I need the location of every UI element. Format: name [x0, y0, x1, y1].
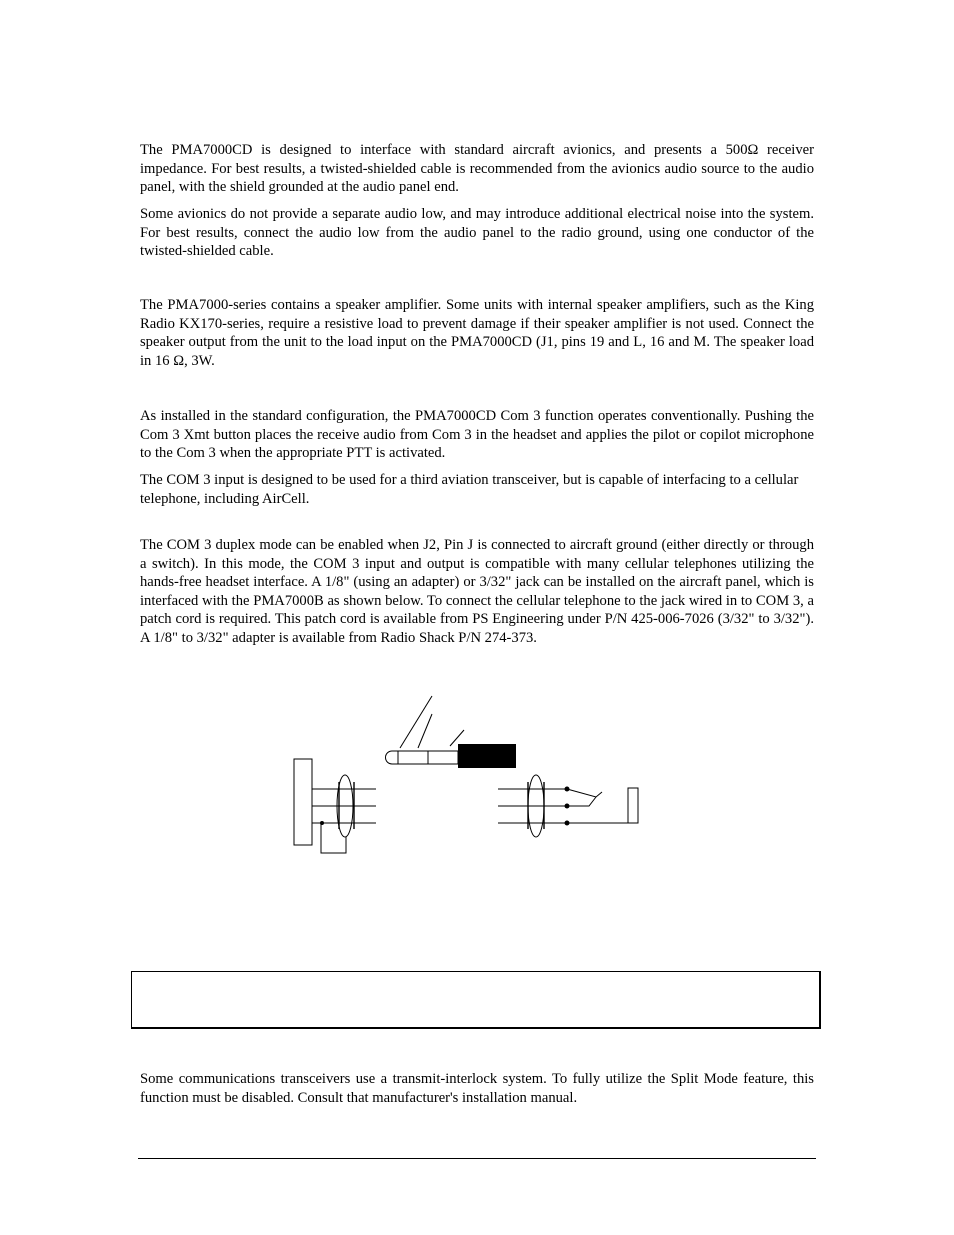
paragraph-receiver-impedance: The PMA7000CD is designed to interface with standard aircraft avionics, and presents a 500Ω receiver impedance. For best results, a twisted-shielded cable is recommended from the avionics audio source to the audio panel, with the shield grounded at the audio panel end. — [140, 142, 814, 195]
plug-tip — [386, 751, 399, 764]
paragraph-transmit-interlock: Some communications transceivers use a transmit-interlock system. To fully utilize the Split Mode feature, this function must be disabled. Consult that manufacturer's installation manual. — [140, 1071, 814, 1106]
jack-body — [628, 788, 638, 823]
paragraph-com3-cellular: The COM 3 input is designed to be used for a third aviation transceiver, but is capable of interfacing to a cellular telephone, including AirCell. — [140, 472, 799, 507]
paragraph-duplex-mode: The COM 3 duplex mode can be enabled when J2, Pin J is connected to aircraft ground (either directly or through a switch). In this mode, the COM 3 input and output is compatible with many cellular telephones utilizing the hands-free headset interface. A 1/8" (using an adapter) or 3/32" jack can be installed on the aircraft panel, which is interfaced with the PMA7000B as shown below. To connect the cellular telephone to the jack wired in to COM 3, a patch cord is required. This patch cord is available from PS Engineering under P/N 425-006-7026 (3/32" to 3/32"). A 1/8" to 3/32" adapter is available from Radio Shack P/N 274-373. — [140, 537, 814, 646]
paragraph-speaker-amplifier: The PMA7000-series contains a speaker amplifier. Some units with internal speaker amplifiers, such as the King Radio KX170-series, require a resistive load to prevent damage if their speaker amplifier is not used. Connect the speaker output from the unit to the load input on the PMA7000CD (J1, pins 19 and L, 16 and M. The speaker load in 16 Ω, 3W. — [140, 297, 814, 369]
connector-block — [294, 759, 312, 845]
paragraph-com3-function: As installed in the standard configuration, the PMA7000CD Com 3 function operates conventionally. Pushing the Com 3 Xmt button places the receive audio from Com 3 in the headset and applies the pilot or copilot microphone to the Com 3 when the appropriate PTT is activated. — [140, 408, 814, 461]
plug-sleeve — [428, 751, 458, 764]
note-box — [131, 971, 821, 1029]
callout-line-1 — [400, 696, 432, 748]
callout-line-3 — [450, 730, 464, 746]
paragraph-audio-low: Some avionics do not provide a separate audio low, and may introduce additional electrical noise into the system. For best results, connect the audio low from the audio panel to the radio ground, using one conductor of the twisted-shielded cable. — [140, 206, 814, 259]
plug-ring — [398, 751, 428, 764]
jack-contact-middle — [567, 797, 596, 806]
drain-junction — [320, 821, 324, 825]
callout-line-2 — [418, 714, 432, 748]
shield-drain-wire — [321, 823, 346, 853]
jack-terminal-middle — [565, 804, 570, 809]
cellphone-jack-wiring-diagram — [280, 690, 660, 860]
jack-terminal-bottom — [565, 821, 570, 826]
plug-body — [458, 744, 516, 768]
footer-rule — [138, 1158, 816, 1159]
jack-contact-top — [567, 789, 602, 797]
jack-terminal-top — [565, 787, 570, 792]
